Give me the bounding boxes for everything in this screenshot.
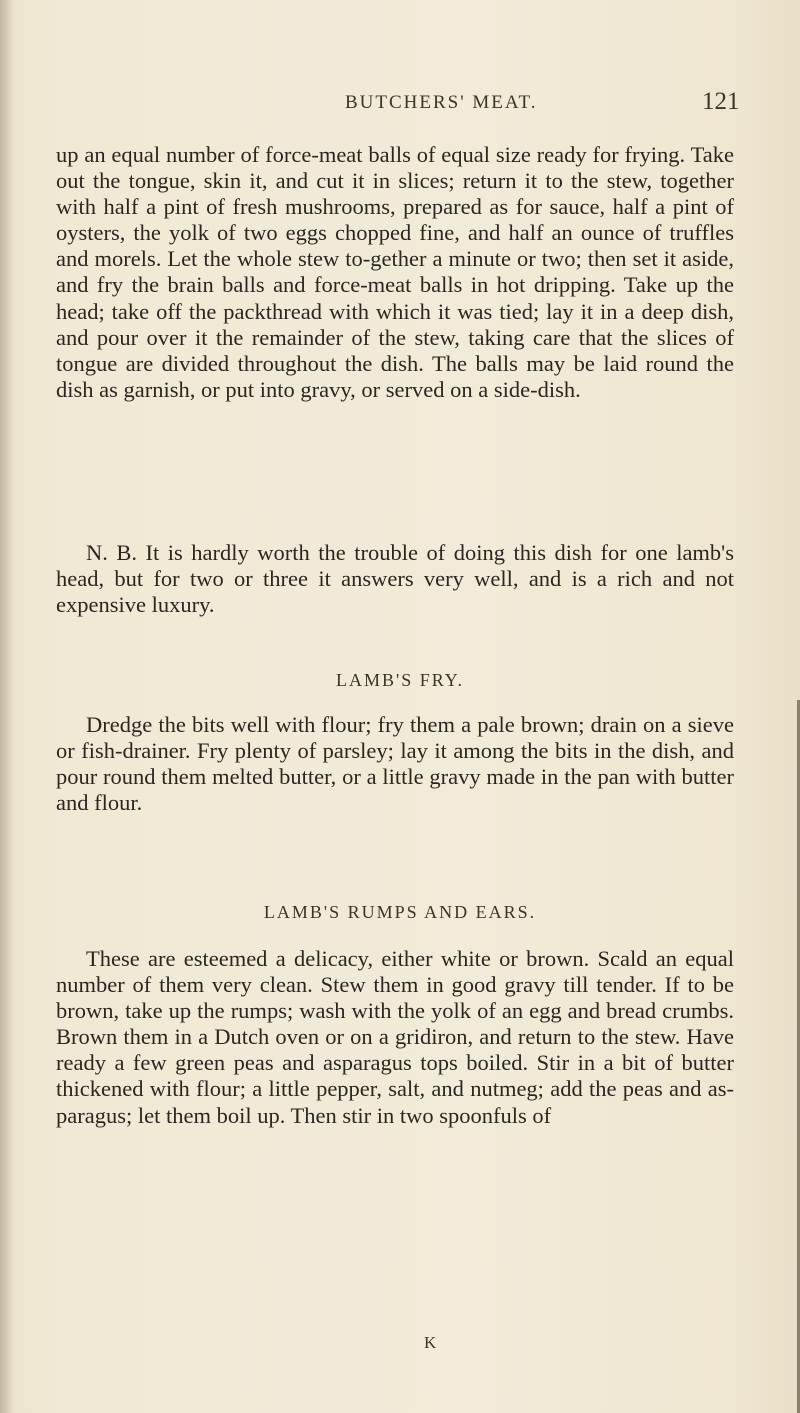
section-heading-lambs-fry: LAMB'S FRY. — [336, 670, 464, 690]
paragraph-lambs-rumps: These are esteemed a delicacy, either white or brown. Scald an equal number of them very clean. Stew them in good gravy till tender. If to be brown, take up the rumps; wash with the yolk of an egg and bread crumbs. Brown them in a Dutch oven or on a gridiron, and return to the stew. Have ready a few green peas and asparagus tops boiled. Stir in a bit of butter thickened with flour; a little pepper, salt, and nutmeg; add the peas and as-paragus; let them boil up. Then stir in two spoonfuls of — [56, 946, 734, 1128]
paragraph-intro: up an equal number of force-meat balls of equal size ready for frying. Take out the tongue, skin it, and cut it in slices; return it to the stew, together with half a pint of fresh mushrooms, prepared as for sauce, half a pint of oysters, the yolk of two eggs chopped fine, and half an ounce of truffles and morels. Let the whole stew to-gether a minute or two; then set it aside, and fry the brain balls and force-meat balls in hot dripping. Take up the head; take off the packthread with which it was tied; lay it in a deep dish, and pour over it the remainder of the stew, taking care that the slices of tongue are divided throughout the dish. The balls may be laid round the dish as garnish, or put into gravy, or served on a side-dish. — [56, 142, 734, 402]
paragraph-lambs-fry: Dredge the bits well with flour; fry them a pale brown; drain on a sieve or fish-drainer. Fry plenty of parsley; lay it among the bits in the dish, and pour round them melted butter, or a little gravy made in the pan with butter and flour. — [56, 712, 734, 816]
page-header — [0, 78, 800, 118]
page-gutter-shadow — [0, 0, 14, 1413]
page-number: 121 — [702, 88, 740, 115]
section-heading-lambs-rumps: LAMB'S RUMPS AND EARS. — [263, 902, 537, 922]
signature-mark: K — [424, 1333, 437, 1352]
running-head: BUTCHERS' MEAT. — [345, 92, 538, 113]
paragraph-note: N. B. It is hardly worth the trouble of doing this dish for one lamb's head, but for two or three it answers very well, and is a rich and not expensive luxury. — [56, 540, 734, 618]
